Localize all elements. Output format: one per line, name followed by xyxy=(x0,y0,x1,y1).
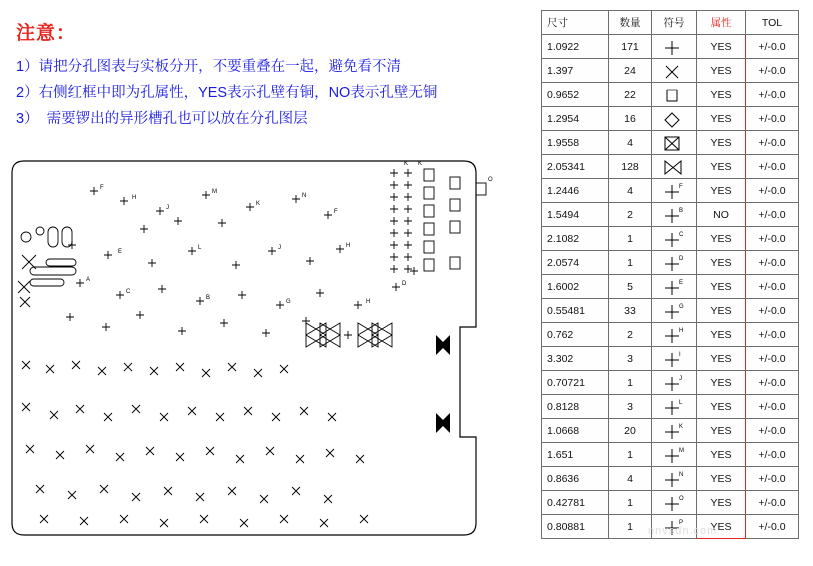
cell-quantity: 128 xyxy=(609,155,652,179)
cell-size: 3.302 xyxy=(542,347,609,371)
cell-attribute: YES xyxy=(697,347,746,371)
svg-text:J: J xyxy=(679,375,682,382)
notes-line-3: 3） 需要锣出的异形槽孔也可以放在分孔图层 xyxy=(16,111,308,127)
header-attribute: 属性 xyxy=(697,11,746,35)
header-qty: 数量 xyxy=(609,11,652,35)
cell-tolerance: +/-0.0 xyxy=(746,515,799,539)
svg-text:N: N xyxy=(302,193,307,199)
cell-quantity: 33 xyxy=(609,299,652,323)
cell-attribute: YES xyxy=(697,251,746,275)
watermark: nnvsdn.com xyxy=(648,525,718,537)
svg-text:C: C xyxy=(679,231,684,238)
notes-line-2: 2）右侧红框中即为孔属性，YES表示孔壁有铜，NO表示孔壁无铜 xyxy=(16,85,438,101)
table-row xyxy=(542,227,799,251)
svg-text:H: H xyxy=(366,299,371,305)
cell-symbol-plus-o-icon xyxy=(652,491,697,515)
cell-symbol-boxed-cross-icon xyxy=(652,131,697,155)
cell-size: 2.1082 xyxy=(542,227,609,251)
cell-attribute: NO xyxy=(697,203,746,227)
cell-symbol-plus-n-icon xyxy=(652,467,697,491)
cell-symbol-plus-h-icon xyxy=(652,323,697,347)
cell-size: 0.8636 xyxy=(542,467,609,491)
notes-title: 注意： xyxy=(16,23,77,44)
cell-symbol-plus-k-icon xyxy=(652,419,697,443)
cell-attribute: YES xyxy=(697,35,746,59)
cell-size: 1.651 xyxy=(542,443,609,467)
cell-symbol-plus-j-icon xyxy=(652,371,697,395)
cell-quantity: 1 xyxy=(609,515,652,539)
cell-quantity: 1 xyxy=(609,443,652,467)
header-tol: TOL xyxy=(746,11,799,35)
table-row xyxy=(542,371,799,395)
table-body xyxy=(542,35,799,539)
cell-tolerance: +/-0.0 xyxy=(746,59,799,83)
svg-text:H: H xyxy=(132,195,137,201)
cell-attribute: YES xyxy=(697,395,746,419)
table-row xyxy=(542,131,799,155)
cell-size: 1.397 xyxy=(542,59,609,83)
cell-size: 0.9652 xyxy=(542,83,609,107)
cell-quantity: 3 xyxy=(609,347,652,371)
cell-symbol-square-u-icon xyxy=(652,83,697,107)
cell-symbol-plus-f-icon xyxy=(652,179,697,203)
svg-text:N: N xyxy=(679,471,684,478)
svg-text:D: D xyxy=(402,281,407,287)
table-row xyxy=(542,107,799,131)
cell-quantity: 4 xyxy=(609,131,652,155)
cell-size: 0.70721 xyxy=(542,371,609,395)
cell-symbol-plus-b-icon xyxy=(652,203,697,227)
cell-attribute: YES xyxy=(697,443,746,467)
cell-attribute: YES xyxy=(697,419,746,443)
cell-attribute: YES xyxy=(697,107,746,131)
cell-symbol-plus-icon xyxy=(652,35,697,59)
table-row xyxy=(542,299,799,323)
cell-quantity: 16 xyxy=(609,107,652,131)
svg-text:H: H xyxy=(346,243,351,249)
svg-text:E: E xyxy=(118,249,123,255)
cell-size: 1.9558 xyxy=(542,131,609,155)
svg-text:K: K xyxy=(418,161,423,167)
hole-chart-table xyxy=(541,10,799,539)
notes-block xyxy=(16,18,516,132)
svg-text:G: G xyxy=(286,299,291,305)
cell-attribute: YES xyxy=(697,131,746,155)
cell-attribute: YES xyxy=(697,155,746,179)
cell-quantity: 20 xyxy=(609,419,652,443)
svg-text:I: I xyxy=(679,351,681,358)
cell-attribute: YES xyxy=(697,227,746,251)
header-symbol: 符号 xyxy=(652,11,697,35)
board-outline xyxy=(12,161,476,535)
svg-text:K: K xyxy=(256,201,261,207)
cell-tolerance: +/-0.0 xyxy=(746,155,799,179)
cell-quantity: 1 xyxy=(609,227,652,251)
cell-quantity: 1 xyxy=(609,371,652,395)
notes-line-1: 1）请把分孔图表与实板分开，不要重叠在一起，避免看不清 xyxy=(16,59,402,75)
svg-text:K: K xyxy=(679,423,684,430)
cell-attribute: YES xyxy=(697,275,746,299)
svg-text:J: J xyxy=(166,205,169,211)
cell-tolerance: +/-0.0 xyxy=(746,395,799,419)
cell-tolerance: +/-0.0 xyxy=(746,347,799,371)
svg-text:L: L xyxy=(679,399,683,406)
cell-tolerance: +/-0.0 xyxy=(746,203,799,227)
cell-tolerance: +/-0.0 xyxy=(746,323,799,347)
cell-attribute: YES xyxy=(697,299,746,323)
svg-text:B: B xyxy=(679,207,684,214)
svg-text:P: P xyxy=(679,519,684,526)
cell-size: 2.05341 xyxy=(542,155,609,179)
svg-text:E: E xyxy=(679,279,684,286)
cell-symbol-plus-g-icon xyxy=(652,299,697,323)
svg-text:K: K xyxy=(404,161,409,167)
svg-text:M: M xyxy=(679,447,684,454)
cell-symbol-plus-m-icon xyxy=(652,443,697,467)
cell-tolerance: +/-0.0 xyxy=(746,35,799,59)
table-row xyxy=(542,347,799,371)
cell-quantity: 1 xyxy=(609,491,652,515)
cell-size: 0.80881 xyxy=(542,515,609,539)
cell-size: 1.2954 xyxy=(542,107,609,131)
cell-quantity: 5 xyxy=(609,275,652,299)
cell-size: 1.0668 xyxy=(542,419,609,443)
svg-text:B: B xyxy=(206,295,211,301)
table-row xyxy=(542,443,799,467)
cell-symbol-plus-i-icon xyxy=(652,347,697,371)
svg-text:F: F xyxy=(100,185,104,191)
cell-quantity: 22 xyxy=(609,83,652,107)
cell-tolerance: +/-0.0 xyxy=(746,299,799,323)
cell-symbol-plus-d-icon xyxy=(652,251,697,275)
table-row xyxy=(542,491,799,515)
table-row xyxy=(542,83,799,107)
cell-attribute: YES xyxy=(697,467,746,491)
table-row xyxy=(542,419,799,443)
cell-size: 1.5494 xyxy=(542,203,609,227)
svg-text:M: M xyxy=(212,189,217,195)
svg-text:A: A xyxy=(86,277,91,283)
cell-tolerance: +/-0.0 xyxy=(746,227,799,251)
cell-attribute: YES xyxy=(697,83,746,107)
cell-symbol-plus-l-icon xyxy=(652,395,697,419)
svg-text:F: F xyxy=(334,209,338,215)
header-size: 尺寸 xyxy=(542,11,609,35)
hole-symbols xyxy=(18,161,493,527)
svg-text:L: L xyxy=(198,245,202,251)
cell-attribute: YES xyxy=(697,371,746,395)
table-row xyxy=(542,179,799,203)
cell-quantity: 4 xyxy=(609,467,652,491)
table-row xyxy=(542,59,799,83)
cell-symbol-plus-e-icon xyxy=(652,275,697,299)
table-row xyxy=(542,35,799,59)
cell-tolerance: +/-0.0 xyxy=(746,251,799,275)
table-row xyxy=(542,251,799,275)
cell-quantity: 1 xyxy=(609,251,652,275)
table-row xyxy=(542,395,799,419)
table-row xyxy=(542,467,799,491)
cell-tolerance: +/-0.0 xyxy=(746,467,799,491)
cell-attribute: YES xyxy=(697,491,746,515)
table-row xyxy=(542,323,799,347)
table-row xyxy=(542,275,799,299)
table-row xyxy=(542,155,799,179)
cell-tolerance: +/-0.0 xyxy=(746,491,799,515)
svg-text:O: O xyxy=(679,495,684,502)
cell-size: 0.8128 xyxy=(542,395,609,419)
cell-attribute: YES xyxy=(697,59,746,83)
cell-size: 0.42781 xyxy=(542,491,609,515)
svg-text:F: F xyxy=(679,183,683,190)
svg-text:H: H xyxy=(679,327,684,334)
cell-quantity: 2 xyxy=(609,323,652,347)
cell-symbol-cross-icon xyxy=(652,59,697,83)
cell-size: 1.0922 xyxy=(542,35,609,59)
cell-tolerance: +/-0.0 xyxy=(746,371,799,395)
cell-tolerance: +/-0.0 xyxy=(746,107,799,131)
svg-text:J: J xyxy=(278,245,281,251)
cell-symbol-bowtie-icon xyxy=(652,155,697,179)
cell-quantity: 171 xyxy=(609,35,652,59)
cell-size: 1.6002 xyxy=(542,275,609,299)
table-header-row xyxy=(542,11,799,35)
svg-text:C: C xyxy=(126,289,131,295)
cell-attribute: YES xyxy=(697,179,746,203)
cell-symbol-plus-c-icon xyxy=(652,227,697,251)
cell-tolerance: +/-0.0 xyxy=(746,419,799,443)
cell-quantity: 2 xyxy=(609,203,652,227)
svg-text:G: G xyxy=(679,303,684,310)
cell-symbol-diamond-icon xyxy=(652,107,697,131)
cell-quantity: 3 xyxy=(609,395,652,419)
cell-size: 0.55481 xyxy=(542,299,609,323)
cell-tolerance: +/-0.0 xyxy=(746,179,799,203)
cell-size: 2.0574 xyxy=(542,251,609,275)
cell-tolerance: +/-0.0 xyxy=(746,275,799,299)
cell-size: 1.2446 xyxy=(542,179,609,203)
svg-text:O: O xyxy=(488,177,493,183)
cell-quantity: 4 xyxy=(609,179,652,203)
cell-tolerance: +/-0.0 xyxy=(746,443,799,467)
table-row xyxy=(542,203,799,227)
cell-attribute: YES xyxy=(697,323,746,347)
cell-attribute: YES xyxy=(697,515,746,539)
cell-quantity: 24 xyxy=(609,59,652,83)
cell-size: 0.762 xyxy=(542,323,609,347)
cell-tolerance: +/-0.0 xyxy=(746,83,799,107)
cell-tolerance: +/-0.0 xyxy=(746,131,799,155)
svg-text:D: D xyxy=(679,255,684,262)
pcb-drill-map xyxy=(6,155,502,551)
